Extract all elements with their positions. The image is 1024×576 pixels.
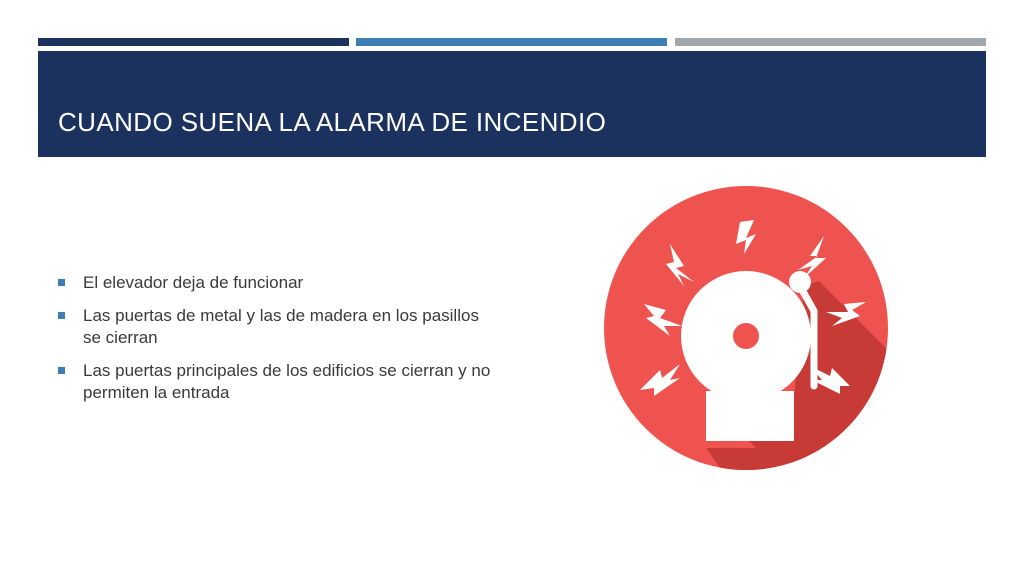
square-bullet-icon <box>58 312 65 319</box>
accent-bar-navy <box>38 38 349 46</box>
bullet-text: Las puertas de metal y las de madera en los pasillos se cierran <box>83 306 479 347</box>
square-bullet-icon <box>58 279 65 286</box>
slide-title: CUANDO SUENA LA ALARMA DE INCENDIO <box>58 107 607 137</box>
bullet-text: Las puertas principales de los edificios se cierran y no permiten la entrada <box>83 361 491 402</box>
bullet-item <box>58 360 498 404</box>
title-band <box>38 51 986 157</box>
bell-center <box>733 323 759 349</box>
bullet-item <box>58 272 498 294</box>
accent-bar-gray <box>675 38 986 46</box>
bullet-list <box>58 272 498 415</box>
fire-alarm-bell-icon <box>604 186 888 470</box>
square-bullet-icon <box>58 367 65 374</box>
accent-bar-blue <box>356 38 667 46</box>
bullet-item <box>58 305 498 349</box>
bullet-text: El elevador deja de funcionar <box>83 273 304 292</box>
